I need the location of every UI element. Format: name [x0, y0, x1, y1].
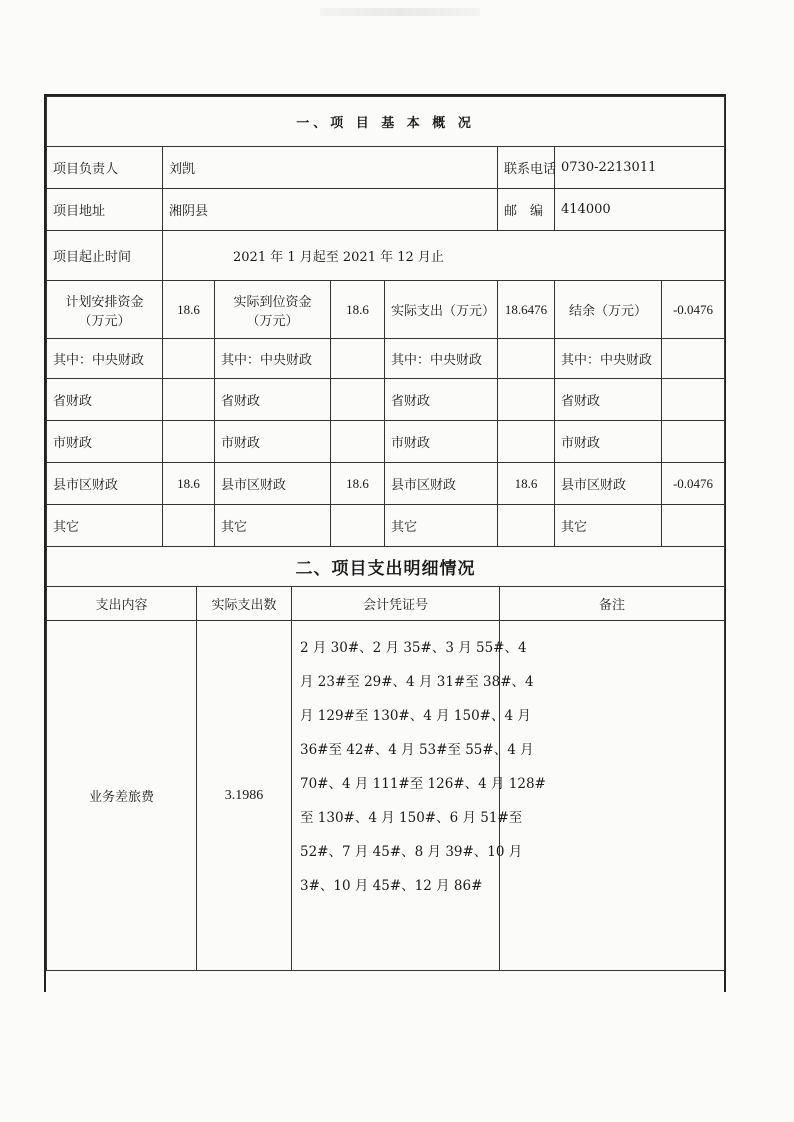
voucher-line: 月 129#至 130#、4 月 150#、4 月 [300, 708, 531, 724]
other-spent [498, 505, 555, 547]
county-label-1: 县市区财政 [47, 463, 163, 505]
county-label-2: 县市区财政 [215, 463, 331, 505]
city-spent [498, 421, 555, 463]
voucher-line: 月 23#至 29#、4 月 31#至 38#、4 [300, 674, 534, 690]
county-spent: 18.6 [498, 463, 555, 505]
section-2-title: 二、项目支出明细情况 [47, 547, 725, 587]
voucher-line: 2 月 30#、2 月 35#、3 月 55#、4 [300, 640, 527, 656]
central-label-3: 其中：中央财政 [385, 339, 498, 379]
header-amount: 实际支出数 [197, 587, 292, 621]
voucher-line: 36#至 42#、4 月 53#至 55#、4 月 [300, 742, 534, 758]
header-voucher: 会计凭证号 [292, 587, 500, 621]
province-planned [163, 379, 215, 421]
voucher-line: 70#、4 月 111#至 126#、4 月 128# [300, 776, 546, 792]
received-funds-label: 实际到位资金（万元） [215, 281, 331, 339]
province-label-3: 省财政 [385, 379, 498, 421]
city-planned [163, 421, 215, 463]
county-planned: 18.6 [163, 463, 215, 505]
expenditure-detail-table [46, 546, 725, 971]
province-label-4: 省财政 [555, 379, 662, 421]
central-balance [662, 339, 725, 379]
planned-funds-label: 计划安排资金（万元） [47, 281, 163, 339]
postcode-value: 414000 [555, 189, 725, 231]
header-note: 备注 [500, 587, 725, 621]
table-row [47, 621, 725, 971]
central-label-4: 其中：中央财政 [555, 339, 662, 379]
leader-value: 刘凯 [163, 147, 498, 189]
county-balance: -0.0476 [662, 463, 725, 505]
central-spent [498, 339, 555, 379]
province-spent [498, 379, 555, 421]
phone-value: 0730-2213011 [555, 147, 725, 189]
central-received [331, 339, 385, 379]
balance-label: 结余（万元） [555, 281, 662, 339]
scan-artifact [320, 8, 480, 16]
city-received [331, 421, 385, 463]
central-label-1: 其中：中央财政 [47, 339, 163, 379]
county-label-3: 县市区财政 [385, 463, 498, 505]
other-received [331, 505, 385, 547]
spent-value: 18.6476 [498, 281, 555, 339]
voucher-line: 3#、10 月 45#、12 月 86# [300, 878, 483, 894]
city-label-1: 市财政 [47, 421, 163, 463]
expense-item: 业务差旅费 [47, 621, 197, 971]
other-planned [163, 505, 215, 547]
spent-label: 实际支出（万元） [385, 281, 498, 339]
period-value: 2021 年 1 月起至 2021 年 12 月止 [163, 231, 725, 281]
city-label-2: 市财政 [215, 421, 331, 463]
expense-amount: 3.1986 [197, 621, 292, 971]
header-item: 支出内容 [47, 587, 197, 621]
county-received: 18.6 [331, 463, 385, 505]
province-label-2: 省财政 [215, 379, 331, 421]
city-label-4: 市财政 [555, 421, 662, 463]
expense-note [500, 621, 725, 971]
leader-label: 项目负责人 [47, 147, 163, 189]
section-1-title: 一、项 目 基 本 概 况 [47, 97, 725, 147]
other-label-1: 其它 [47, 505, 163, 547]
phone-label: 联系电话 [498, 147, 555, 189]
central-planned [163, 339, 215, 379]
other-label-3: 其它 [385, 505, 498, 547]
voucher-line: 52#、7 月 45#、8 月 39#、10 月 [300, 844, 523, 860]
city-balance [662, 421, 725, 463]
period-label: 项目起止时间 [47, 231, 163, 281]
address-value: 湘阴县 [163, 189, 498, 231]
other-label-2: 其它 [215, 505, 331, 547]
other-label-4: 其它 [555, 505, 662, 547]
city-label-3: 市财政 [385, 421, 498, 463]
voucher-line: 至 130#、4 月 150#、6 月 51#至 [300, 810, 523, 826]
province-label-1: 省财政 [47, 379, 163, 421]
received-funds-value: 18.6 [331, 281, 385, 339]
province-balance [662, 379, 725, 421]
voucher-numbers [292, 621, 546, 971]
project-overview-table [46, 96, 725, 547]
central-label-2: 其中：中央财政 [215, 339, 331, 379]
other-balance [662, 505, 725, 547]
postcode-label: 邮 编 [498, 189, 555, 231]
balance-value: -0.0476 [662, 281, 725, 339]
project-form [44, 94, 726, 992]
county-label-4: 县市区财政 [555, 463, 662, 505]
planned-funds-value: 18.6 [163, 281, 215, 339]
province-received [331, 379, 385, 421]
address-label: 项目地址 [47, 189, 163, 231]
